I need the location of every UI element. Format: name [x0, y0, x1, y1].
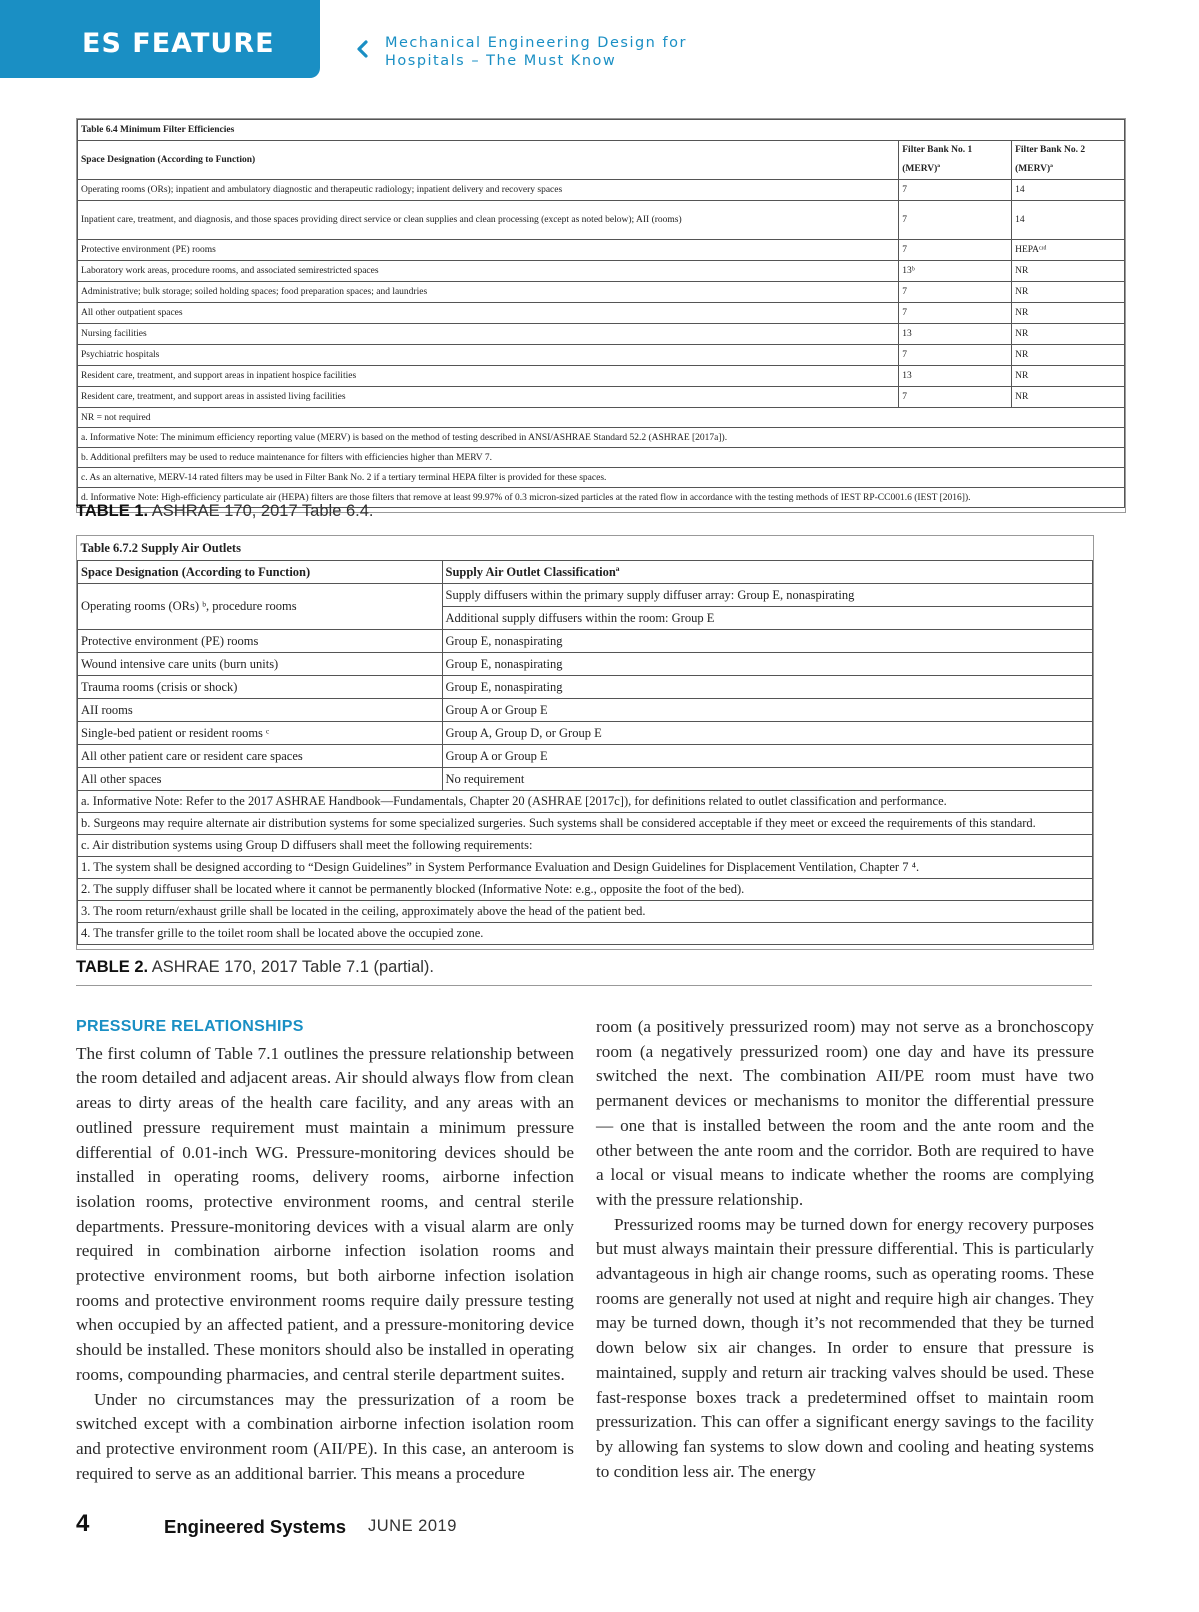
- supply-air-outlets-table: [77, 536, 1093, 945]
- article-column-left: [76, 1015, 574, 1486]
- table-1-note: d. Informative Note: High-efficiency particulate air (HEPA) filters are those filters that remove at least 99.97% of 0.3 micron-sized particles at the rated flow in accordance with the testing methods of IEST RP-CC001.6 (IEST [2016]).: [78, 488, 1125, 508]
- table-row: Laboratory work areas, procedure rooms, and associated semirestricted spaces 13ᵇ NR: [78, 261, 1125, 282]
- table-row: Trauma rooms (crisis or shock) Group E, nonaspirating: [78, 676, 1093, 699]
- table-1-note: NR = not required: [78, 408, 1125, 428]
- table-row: Resident care, treatment, and support areas in inpatient hospice facilities 13 NR: [78, 366, 1125, 387]
- article-title-link[interactable]: [385, 34, 687, 70]
- table-2-note: 2. The supply diffuser shall be located where it cannot be permanently blocked (Informative Note: e.g., opposite the foot of the bed).: [78, 879, 1093, 901]
- table-1-col-bank1: Filter Bank No. 1 (MERV)ª: [899, 141, 1012, 180]
- table-row: All other outpatient spaces 7 NR: [78, 303, 1125, 324]
- table-row: Psychiatric hospitals 7 NR: [78, 345, 1125, 366]
- paragraph: The first column of Table 7.1 outlines the pressure relationship between the room detailed and adjacent areas. Air should always flow from clean areas to dirty areas of the health care facility, and any areas with an outlined pressure requirement must maintain a minimum pressure differential of 0.01-inch WG. Pressure-monitoring devices should be installed in operating rooms, delivery rooms, airborne infection isolation rooms, protective environment rooms, and central sterile departments. Pressure-monitoring devices with a visual alarm are only required in combination airborne infection isolation rooms and protective environment rooms, but both airborne infection isolation rooms and protective environment rooms require daily pressure testing when occupied by an affected patient, and a pressure-monitoring device should be installed. These monitors should also be installed in operating rooms, compounding pharmacies, and central sterile department suites.: [76, 1043, 574, 1384]
- table-row: Resident care, treatment, and support areas in assisted living facilities 7 NR: [78, 387, 1125, 408]
- section-tab-label: ES FEATURE: [82, 28, 275, 59]
- article-title-line-2: Hospitals – The Must Know: [385, 53, 617, 69]
- table-1-col-space: Space Designation (According to Function): [78, 141, 899, 180]
- table-row: All other patient care or resident care spaces Group A or Group E: [78, 745, 1093, 768]
- table-2-note: a. Informative Note: Refer to the 2017 ASHRAE Handbook—Fundamentals, Chapter 20 (ASHRAE [2017c]), for definitions related to outlet classification and performance.: [78, 791, 1093, 813]
- paragraph: Under no circumstances may the pressurization of a room be switched except with a combination airborne infection isolation room and protective environment room (AII/PE). In this case, an anteroom is required to serve as an additional barrier. This means a procedure: [76, 1389, 574, 1483]
- table-row: AII rooms Group A or Group E: [78, 699, 1093, 722]
- page-number: 4: [76, 1510, 90, 1537]
- table-1-image: [76, 118, 1126, 513]
- table-2-image: [76, 535, 1094, 950]
- table-2-note: 4. The transfer grille to the toilet room shall be located above the occupied zone.: [78, 923, 1093, 945]
- table-2-col-space: Space Designation (According to Function): [78, 561, 443, 584]
- issue-date: JUNE 2019: [368, 1517, 457, 1535]
- table-row: All other spaces No requirement: [78, 768, 1093, 791]
- filter-efficiency-table: [77, 119, 1125, 508]
- table-row: Additional supply diffusers within the room: Group E: [78, 607, 1093, 630]
- table-1-note: a. Informative Note: The minimum efficiency reporting value (MERV) is based on the method of testing described in ANSI/ASHRAE Standard 52.2 (ASHRAE [2017a]).: [78, 428, 1125, 448]
- table-1-col-bank2: Filter Bank No. 2 (MERV)ª: [1012, 141, 1125, 180]
- table-2-col-class: Supply Air Outlet Classificationª: [442, 561, 1093, 584]
- table-row: Protective environment (PE) rooms Group E, nonaspirating: [78, 630, 1093, 653]
- section-divider: [76, 985, 1092, 986]
- table-row: Inpatient care, treatment, and diagnosis, and those spaces providing direct service or clean supplies and clean processing (except as noted below); AII (rooms) 7 14: [78, 201, 1125, 240]
- table-1-note: c. As an alternative, MERV-14 rated filters may be used in Filter Bank No. 2 if a tertiary terminal HEPA filter is provided for these spaces.: [78, 468, 1125, 488]
- section-heading: PRESSURE RELATIONSHIPS: [76, 1018, 304, 1035]
- paragraph: room (a positively pressurized room) may not serve as a bronchoscopy room (a negatively pressurized room) one day and have its pressure switched the next. The combination AII/PE room must have two permanent devices or mechanisms to monitor the differential pressure — one that is installed between the room and the ante room and the other between the ante room and the corridor. Both are required to have a local or visual means to indicate whether the rooms are complying with the pressure relationship.: [596, 1017, 1094, 1209]
- table-2-caption: TABLE 2. ASHRAE 170, 2017 Table 7.1 (partial).: [76, 958, 434, 976]
- table-1-title: Table 6.4 Minimum Filter Efficiencies: [78, 120, 1125, 141]
- table-2-note: b. Surgeons may require alternate air distribution systems for some specialized surgeries. Such systems shall be considered acceptable if they meet or exceed the requirements of this standard.: [78, 813, 1093, 835]
- table-1-caption: TABLE 1. ASHRAE 170, 2017 Table 6.4.: [76, 502, 374, 520]
- table-row: Operating rooms (ORs); inpatient and ambulatory diagnostic and therapeutic radiology; inpatient delivery and recovery spaces 7 14: [78, 180, 1125, 201]
- table-2-note: c. Air distribution systems using Group D diffusers shall meet the following requirements:: [78, 835, 1093, 857]
- section-tab: [0, 0, 320, 78]
- table-row: Administrative; bulk storage; soiled holding spaces; food preparation spaces; and laundries 7 NR: [78, 282, 1125, 303]
- table-1-note: b. Additional prefilters may be used to reduce maintenance for filters with efficiencies higher than MERV 7.: [78, 448, 1125, 468]
- article-title-line-1: Mechanical Engineering Design for: [385, 35, 687, 51]
- chevron-left-icon[interactable]: [355, 40, 369, 58]
- table-row: Protective environment (PE) rooms 7 HEPAᶜʴᵈ: [78, 240, 1125, 261]
- table-2-note: 1. The system shall be designed according to “Design Guidelines” in System Performance Evaluation and Design Guidelines for Displacement Ventilation, Chapter 7 ⁴.: [78, 857, 1093, 879]
- article-column-right: [596, 1015, 1094, 1484]
- magazine-name: Engineered Systems: [164, 1516, 346, 1537]
- paragraph: Pressurized rooms may be turned down for energy recovery purposes but must always maintain their pressure differential. This is particularly advantageous in high air change rooms, such as operating rooms. These rooms are generally not used at night and require high air changes. They may be turned down, though it’s not recommended that they be turned down below six air changes. In order to ensure that pressure is maintained, supply and return air tracking valves should be used. These fast-response boxes track a predetermined offset to maintain room pressurization. This can offer a significant energy savings to the facility by allowing fan systems to slow down and cooling and heating systems to condition less air. The energy: [596, 1214, 1094, 1481]
- table-row: Wound intensive care units (burn units) Group E, nonaspirating: [78, 653, 1093, 676]
- table-row: Single-bed patient or resident rooms ᶜ Group A, Group D, or Group E: [78, 722, 1093, 745]
- table-row: Nursing facilities 13 NR: [78, 324, 1125, 345]
- table-2-title: Table 6.7.2 Supply Air Outlets: [80, 540, 241, 555]
- table-2-note: 3. The room return/exhaust grille shall be located in the ceiling, approximately above the head of the patient bed.: [78, 901, 1093, 923]
- table-row: Operating rooms (ORs) ᵇ, procedure rooms Supply diffusers within the primary supply diffuser array: Group E, nonaspirating: [78, 584, 1093, 607]
